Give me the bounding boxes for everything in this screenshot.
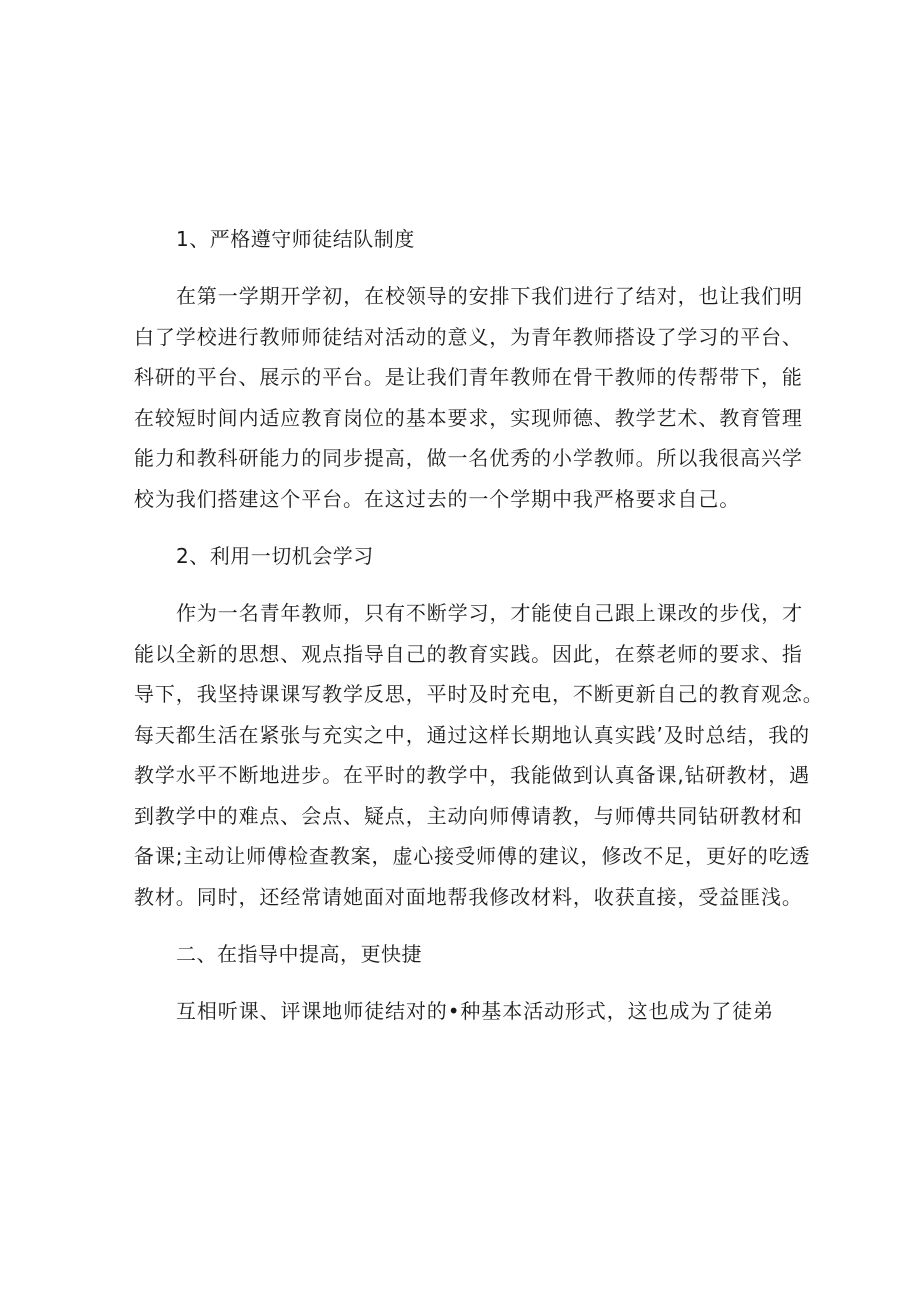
- paragraph-3: [134, 991, 794, 1032]
- paragraph-2: [134, 593, 824, 917]
- paragraph-line: 能以全新的思想、观点指导自己的教育实践。因此，在蔡老师的要求、指: [134, 641, 803, 666]
- section-heading-2: 2、利用一切机会学习: [176, 544, 374, 568]
- paragraph-line: 白了学校进行教师师徒结对活动的意义，为青年教师搭设了学习的平台、: [134, 324, 803, 349]
- document-body: [134, 224, 824, 1062]
- section-heading-1: 1、严格遵守师徒结队制度: [176, 227, 415, 251]
- paragraph-line: 作为一名青年教师，只有不断学习，才能使自己跟上课改的步伐，才: [176, 601, 803, 625]
- paragraph-line: 教学水平不断地进步。在平时的教学中，我能做到认真备课,钻研教材，遇: [134, 763, 811, 787]
- paragraph-line: 校为我们搭建这个平台。在这过去的一个学期中我严格要求自己。: [134, 486, 741, 511]
- paragraph-line: 互相听课、评课地师徒结对的•种基本活动形式，这也成为了徒弟: [176, 999, 774, 1023]
- paragraph-line: 在较短时间内适应教育岗位的基本要求，实现师德、教学艺术、教育管理: [134, 405, 803, 430]
- section-heading-3: 二、在指导中提高，更快捷: [176, 942, 422, 966]
- paragraph-line: 科研的平台、展示的平台。是让我们青年教师在骨干教师的传帮带下，能: [134, 365, 803, 389]
- paragraph-line: 能力和教科研能力的同步提高，做一名优秀的小学教师。所以我很高兴学: [134, 446, 803, 470]
- paragraph-line: 导下，我坚持课课写教学反思，平时及时充电，不断更新自己的教育观念。: [134, 682, 824, 706]
- paragraph-line: 到教学中的难点、会点、疑点，主动向师傅请教，与师傅共同钻研教材和: [134, 803, 803, 828]
- paragraph-line: 在第一学期开学初，在校领导的安排下我们进行了结对，也让我们明: [176, 284, 803, 308]
- paragraph-line: 备课;主动让师傅检查教案，虚心接受师傅的建议，修改不足，更好的吃透: [134, 844, 811, 868]
- paragraph-1: [134, 276, 803, 519]
- paragraph-line: 教材。同时，还经常请她面对面地帮我修改材料，收获直接，受益匪浅。: [134, 884, 803, 909]
- paragraph-line: 每天都生活在紧张与充实之中，通过这样长期地认真实践’及时总结，我的: [134, 722, 811, 747]
